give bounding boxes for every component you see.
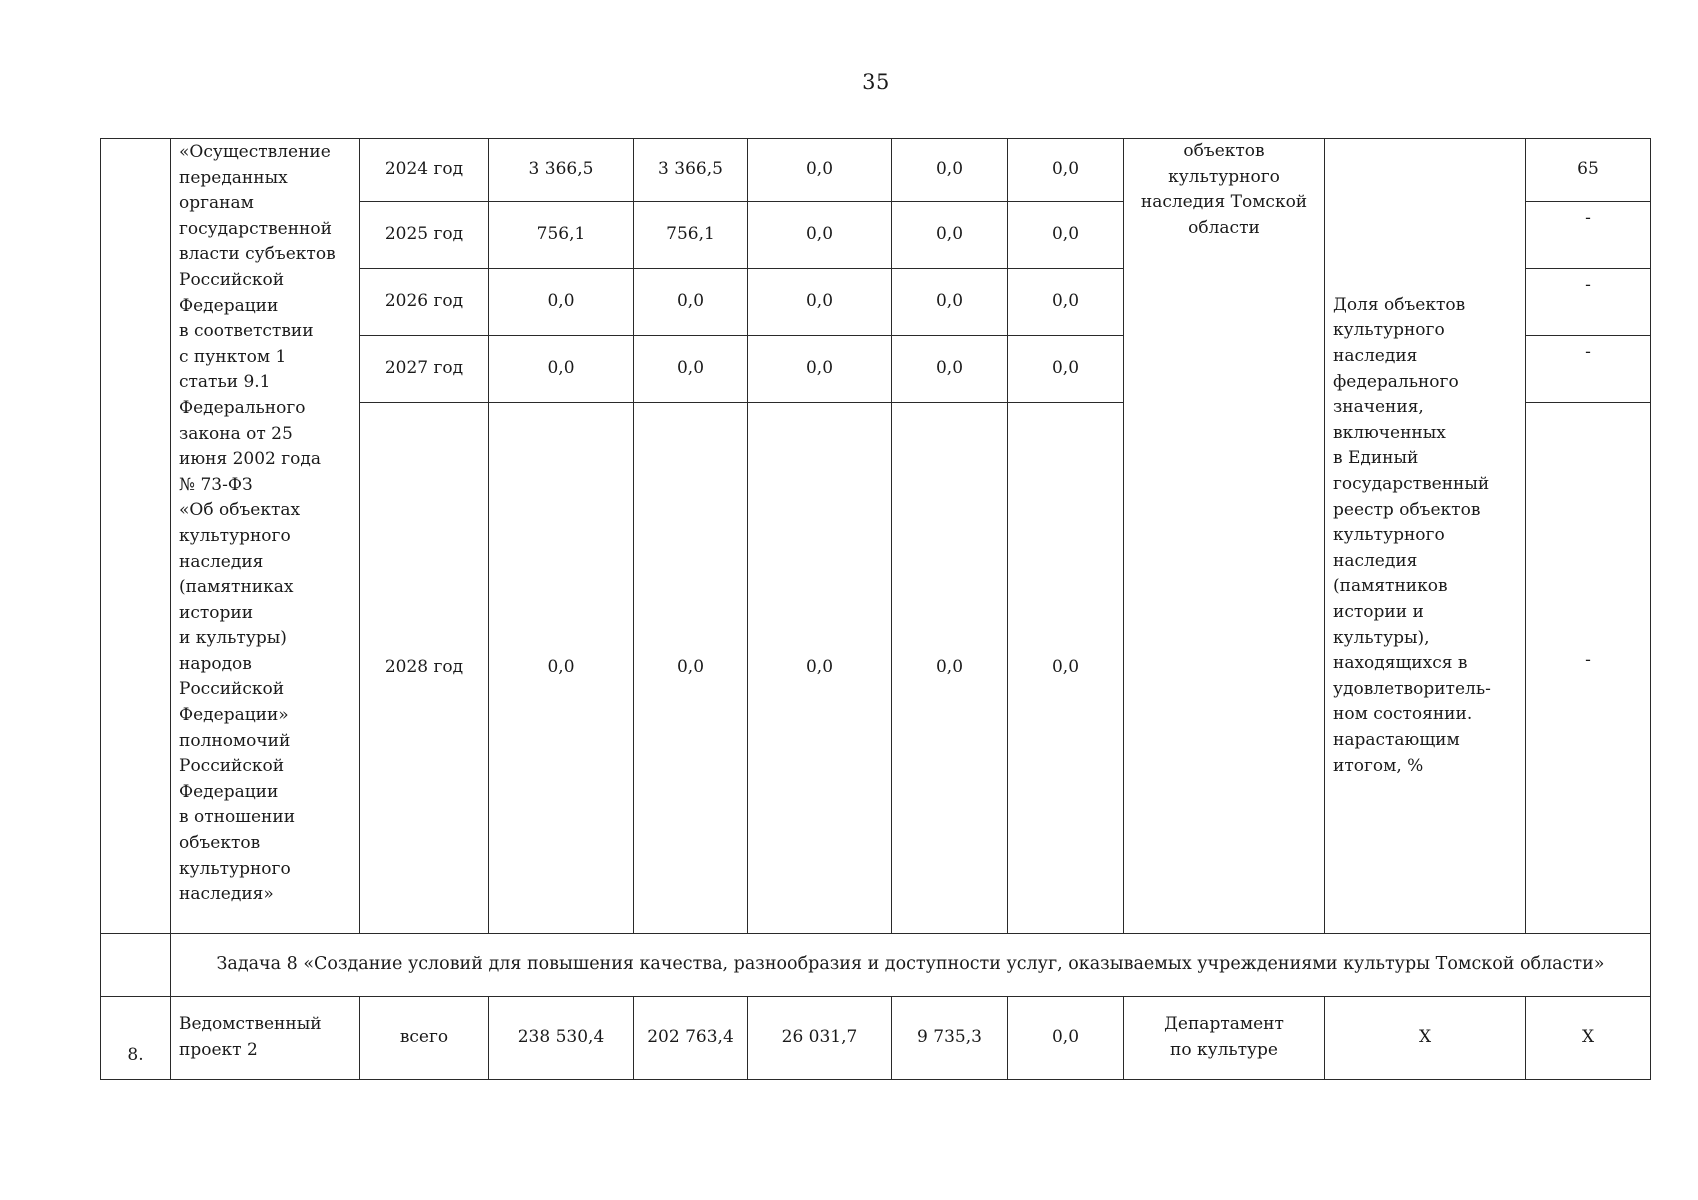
description-line: Российской — [179, 269, 285, 290]
indicator-line: культурного — [1333, 525, 1445, 546]
local-cell: 0,0 — [892, 269, 1008, 336]
responsible-executor — [1132, 139, 1316, 241]
indicator-line: итогом, % — [1333, 755, 1424, 776]
indicator-line: в Единый — [1333, 448, 1419, 469]
other-cell: 0,0 — [1008, 403, 1124, 934]
year-cell: 2027 год — [360, 336, 489, 403]
description-line: переданных — [179, 167, 288, 188]
total-cell: 0,0 — [489, 336, 634, 403]
table-row — [101, 139, 1651, 202]
indicator-line: ном состоянии. — [1333, 704, 1473, 725]
total-cell: 238 530,4 — [489, 997, 634, 1080]
total-cell: 0,0 — [489, 403, 634, 934]
description-line: «Об объектах — [179, 500, 301, 521]
year-cell: 2025 год — [360, 202, 489, 269]
federal-cell: 756,1 — [634, 202, 748, 269]
indicator-line: удовлетворитель- — [1333, 678, 1491, 699]
indicator-line: федерального — [1333, 371, 1459, 392]
regional-cell: 0,0 — [748, 139, 892, 202]
description-line: в соответствии — [179, 321, 314, 342]
program-table — [100, 138, 1651, 1080]
indicator-line: культуры), — [1333, 627, 1430, 648]
total-cell: 3 366,5 — [489, 139, 634, 202]
description-line: № 73-ФЗ — [179, 474, 253, 495]
description-line: полномочий — [179, 730, 291, 751]
responsible-line: культурного — [1168, 166, 1280, 187]
local-cell: 0,0 — [892, 139, 1008, 202]
description-line: (памятниках — [179, 577, 294, 598]
indicator-line: включенных — [1333, 422, 1446, 443]
indicator-line: государственный — [1333, 474, 1490, 495]
responsible-line: наследия Томской — [1140, 192, 1308, 213]
indicator-line: реестр объектов — [1333, 499, 1481, 520]
project-name-line: проект 2 — [179, 1040, 258, 1060]
responsible-line: объектов — [1183, 141, 1265, 161]
row-number-cell — [101, 934, 171, 997]
project-row — [101, 997, 1651, 1080]
row-number: 8. — [101, 997, 171, 1080]
period-cell: всего — [360, 997, 489, 1080]
description-line: Федерации — [179, 295, 279, 316]
indicator-line: наследия — [1333, 346, 1418, 367]
regional-cell: 0,0 — [748, 336, 892, 403]
indicator-value-cell: 65 — [1526, 139, 1651, 202]
indicator-value-cell: - — [1526, 202, 1651, 269]
indicator-line: культурного — [1333, 320, 1445, 341]
project-name-cell — [171, 997, 360, 1080]
regional-cell: 0,0 — [748, 269, 892, 336]
row-number-cell — [101, 139, 171, 934]
local-cell: 0,0 — [892, 336, 1008, 403]
description-line: истории — [179, 602, 254, 623]
federal-cell: 202 763,4 — [634, 997, 748, 1080]
responsible-cell — [1124, 997, 1325, 1080]
other-cell: 0,0 — [1008, 336, 1124, 403]
responsible-line: Департамент — [1164, 1014, 1284, 1035]
indicator-line: (памятников — [1333, 576, 1448, 597]
indicator-line: истории и — [1333, 601, 1424, 622]
task-title: Задача 8 «Создание условий для повышения качества, разнообразия и доступности услуг, оказываемых учреждениями культуры Томской области» — [171, 934, 1651, 997]
event-description — [179, 140, 351, 908]
indicator-line: находящихся в — [1333, 653, 1468, 674]
description-line: Федерации» — [179, 705, 289, 726]
responsible-line: по культуре — [1169, 1040, 1278, 1060]
indicator-cell — [1325, 139, 1526, 934]
description-line: Российской — [179, 679, 285, 700]
other-cell: 0,0 — [1008, 997, 1124, 1080]
description-line: «Осуществление — [179, 142, 331, 162]
indicator-value-cell: - — [1526, 269, 1651, 336]
description-line: в отношении — [179, 807, 296, 828]
local-cell: 0,0 — [892, 403, 1008, 934]
description-line: закона от 25 — [179, 423, 293, 444]
indicator-line: значения, — [1333, 397, 1424, 418]
indicator-value-cell: - — [1526, 403, 1651, 934]
description-line: культурного — [179, 525, 291, 546]
indicator-name — [1333, 293, 1517, 779]
page-number: 35 — [862, 70, 890, 94]
responsible-line: области — [1188, 217, 1260, 238]
other-cell: 0,0 — [1008, 202, 1124, 269]
task-row — [101, 934, 1651, 997]
description-line: власти субъектов — [179, 244, 336, 265]
year-cell: 2026 год — [360, 269, 489, 336]
description-line: органам — [179, 193, 254, 214]
description-line: июня 2002 года — [179, 449, 322, 470]
description-line: наследия» — [179, 884, 274, 905]
year-cell: 2024 год — [360, 139, 489, 202]
description-line: государственной — [179, 218, 332, 239]
year-cell: 2028 год — [360, 403, 489, 934]
description-line: культурного — [179, 858, 291, 879]
indicator-line: наследия — [1333, 550, 1418, 571]
description-line: объектов — [179, 833, 261, 854]
indicator-value-cell: Х — [1526, 997, 1651, 1080]
description-line: Федерального — [179, 397, 306, 418]
description-line: с пунктом 1 — [179, 346, 287, 367]
description-line: Российской — [179, 756, 285, 777]
other-cell: 0,0 — [1008, 269, 1124, 336]
indicator-line: нарастающим — [1333, 729, 1460, 750]
federal-cell: 0,0 — [634, 403, 748, 934]
total-cell: 756,1 — [489, 202, 634, 269]
event-description-cell — [171, 139, 360, 934]
description-line: народов — [179, 653, 252, 674]
description-line: Федерации — [179, 781, 279, 802]
description-line: статьи 9.1 — [179, 372, 271, 393]
regional-cell: 0,0 — [748, 202, 892, 269]
federal-cell: 3 366,5 — [634, 139, 748, 202]
local-cell: 0,0 — [892, 202, 1008, 269]
regional-cell: 0,0 — [748, 403, 892, 934]
description-line: и культуры) — [179, 628, 287, 649]
project-name-line: Ведомственный — [179, 1014, 322, 1035]
responsible-cell — [1124, 139, 1325, 934]
federal-cell: 0,0 — [634, 269, 748, 336]
indicator-cell: Х — [1325, 997, 1526, 1080]
description-line: наследия — [179, 551, 264, 572]
regional-cell: 26 031,7 — [748, 997, 892, 1080]
indicator-line: Доля объектов — [1333, 294, 1466, 315]
total-cell: 0,0 — [489, 269, 634, 336]
indicator-value-cell: - — [1526, 336, 1651, 403]
local-cell: 9 735,3 — [892, 997, 1008, 1080]
other-cell: 0,0 — [1008, 139, 1124, 202]
federal-cell: 0,0 — [634, 336, 748, 403]
